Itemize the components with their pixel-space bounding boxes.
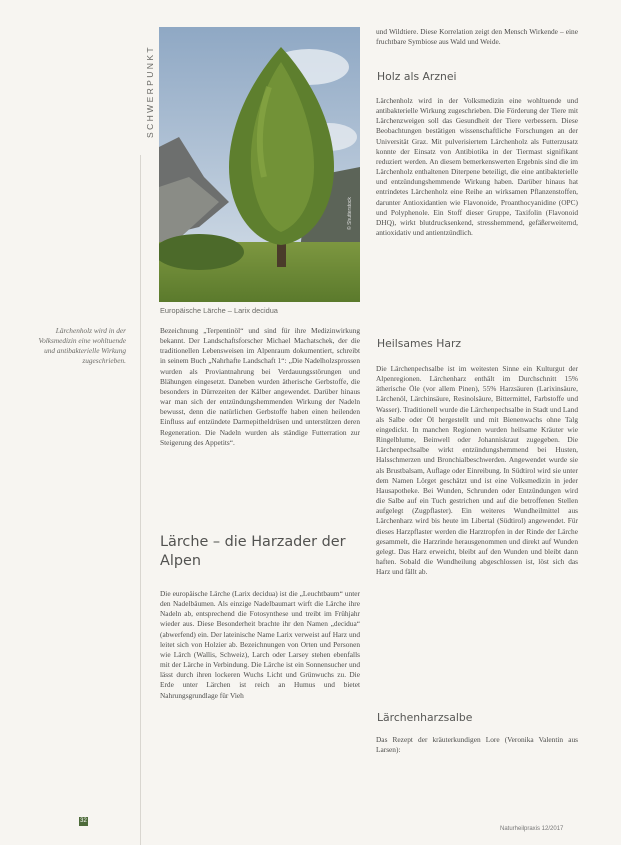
col1-body: Die europäische Lärche (Larix decidua) ist die „Leuchtbaum“ unter den Nadelbäumen. Als einzige Nadelbaumart wirft die Lärche ihre Nadeln ab, entsprechend die Fotosynthese und treibt im Frühjahr wieder aus. Diese Besonderheit brachte ihr den Namen „decidua“ (abwerfend) ein. Der lateinische Name Larix verweist auf Harz und leitet sich von Holzier ab. Bezeichnungen von Orten und Personen wie Lärch (Wallis, Schweiz), Larch oder Larsey stehen ebenfalls mit der Lärche in Verbindung. Die Lärche ist ein Sonnensucher und lässt durch ihren lockeren Wuchs Licht und Grünwuchs zu. Die Erde unter Lärchen ist reich an Humus und bietet Nahrungsgrundlage für Vieh [160, 589, 360, 700]
larch-tree-photo [159, 27, 360, 302]
heading-laerchenharzsalbe: Lärchenharzsalbe [377, 711, 473, 724]
page-number: 32 [80, 818, 87, 824]
col2-intro: und Wildtiere. Diese Korrelation zeigt den Mensch Wirkende – eine fruchtbare Symbiose aus Wald und Weide. [376, 27, 578, 47]
section-label: SCHWERPUNKT [145, 45, 155, 138]
photo-credit: © Shutterstock [347, 197, 353, 230]
col1-intro: Bezeichnung „Terpentinöl“ und sind für ihre Medizinwirkung bekannt. Der Landschaftsforscher Michael Machatschek, der die traditionellen Lebensweisen im Alpenraum dokumentiert, schreibt in seinem Buch „Nahrhafte Landschaft 1“: „Die Nadelholzsprossen wurden als Proviantnahrung bei Verdauungsstörungen und Blähungen eingesetzt. Daneben wurden ätherische Gerbstoffe, die besonders in Dürrezeiten der Kälber angewendet. Darüber hinaus war man sich der entzündungshemmenden Wirkung der Nadeln bewusst, denn die natürlichen Gerbstoffe haben einen heilenden Einfluss auf entzündete Darmepitheldrüsen und unterstützen deren Regeneration. Die Nadeln wurden als ständige Futterration zur Steigerung des Appetits“. [160, 326, 360, 447]
article-heading: Lärche – die Harzader der Alpen [160, 534, 346, 569]
column-divider [140, 155, 141, 845]
photo-caption: Europäische Lärche – Larix decidua [160, 306, 278, 315]
col2-arznei: Lärchenholz wird in der Volksmedizin eine wohltuende und antibakterielle Wirkung zugeschrieben. Die Förderung der Tiere mit Lärchenzweigen soll das Gesundheit der Tiere verbessern. Diese Beobachtungen bestätigen wissenschaftliche Forschungen an der Universität Graz. Mit pulverisiertem Lärchenholz als Futterzusatz konnte der Einsatz von Antibiotika in der Tiermast signifikant reduziert werden. An diesem bemerkenswerten Ergebnis sind die im Lärchenholz enthaltenen Diterpene beteiligt, die eine antibakterielle und entzündungshemmende Wirkung haben. Darüber hinaus hat entrindetes Lärchenholz eine Reihe an wirksamen Pflanzenstoffen, darunter Antioxidantien wie Flavonoide, Proanthocyanidine (OPC) und Polyphenole. Ein Stoff dieser Gruppe, Taxifolin (Flavonoid DHQ), wirkt blutdrucksenkend, stresshemmend, gefäßerweiternd, antioxidativ und antientzündlich. [376, 96, 578, 238]
col2-salbe: Das Rezept der kräuterkundigen Lore (Veronika Valentin aus Larsen): [376, 735, 578, 755]
pull-quote: Lärchenholz wird in der Volksmedizin eine wohltuende und antibakterielle Wirkung zugeschrieben. [38, 326, 126, 365]
heading-holz-als-arznei: Holz als Arznei [377, 70, 457, 83]
col2-harz: Die Lärchenpechsalbe ist im weitesten Sinne ein Kulturgut der Alpenregionen. Lärchenharz enthält im Durchschnitt 15% ätherische Öle (vor allem Pinen), 55% Harzsäuren (Larixinsäure, Lärchenöl, Lärchinsäure, Resinolsäure, Bittermittel, Farbstoffe und Wasser). Traditionell wurde die Lärchenpechsalbe in Stadt und Land als Salbe oder Öl hergestellt und mit Bienenwachs ohne Talg eingedickt. In manchen Regionen wurden heilsame Kräuter wie Ringelblume, Beinwell oder Johanniskraut zugegeben. Die Lärchenpechsalbe wirkt entzündungshemmend bei Husten, Halsschmerzen und Bronchialbeschwerden. Angewendet wurde sie als Brustbalsam, Auflage oder Einreibung. In Südtirol wird sie unter dem Namen Lörget geschätzt und ist eine Volksmedizin in jeder Hausapotheke. Bei Wunden, Schrunden oder Entzündungen wird die Salbe auf ein Tuch gestrichen und auf die betroffenen Stellen aufgelegt (Zugpflaster). Ein weiteres Wundheilmittel aus Lärchenharz wird bis heute im Libertal (Südtirol) angewendet. Für dieses Harzpflaster werden die Harztropfen in der Rinde der Lärche gesammelt, die Harzrinde herausgenommen und direkt auf Wunden gelegt. Das Harz erweicht, bleibt auf den Wunden und bleibt dann haften. Sobald die Wundheilung abgeschlossen ist, löst sich das Harz und fällt ab. [376, 364, 578, 577]
footer-issue: Naturheilpraxis 12/2017 [500, 826, 564, 832]
heading-heilsames-harz: Heilsames Harz [377, 337, 462, 350]
